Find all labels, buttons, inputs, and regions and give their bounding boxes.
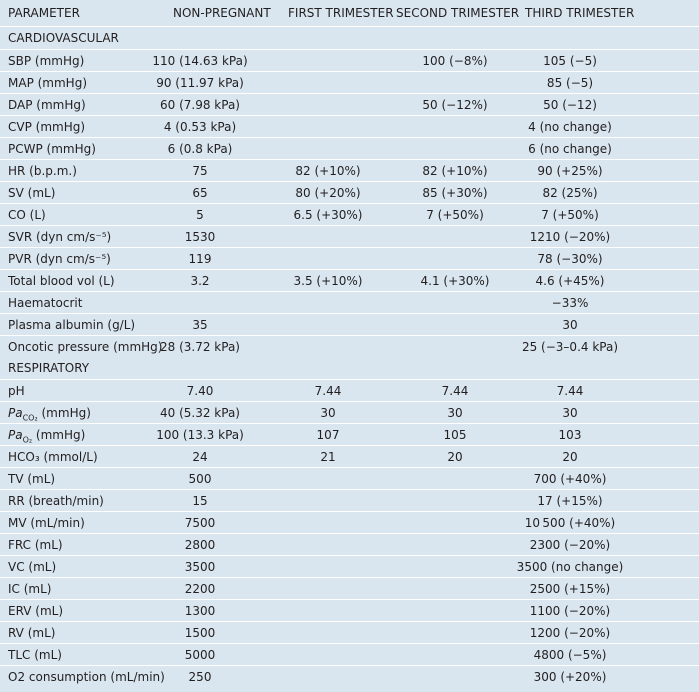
cell-np: 35	[192, 318, 208, 332]
cell-t3: 300 (+20%)	[533, 670, 607, 684]
cell-t3: 2300 (−20%)	[529, 538, 611, 552]
cell-t3: 7.44	[556, 384, 584, 398]
cell-t3: 25 (−3–0.4 kPa)	[521, 340, 619, 354]
row-parameter	[8, 424, 85, 446]
cell-t1: 82 (+10%)	[295, 164, 361, 178]
cell-t2: 105	[443, 428, 467, 442]
row-parameter: SBP (mmHg)	[8, 54, 85, 68]
cell-t3: 50 (−12)	[543, 98, 597, 112]
section-cardiovascular	[0, 27, 699, 49]
row-parameter: Total blood vol (L)	[8, 274, 115, 288]
row-parameter: pH	[8, 384, 25, 398]
row-parameter: MAP (mmHg)	[8, 76, 87, 90]
param-main: Pa	[8, 428, 23, 442]
cell-t3: 1200 (−20%)	[529, 626, 611, 640]
cell-t2: 7.44	[441, 384, 469, 398]
cell-t1: 3.5 (+10%)	[293, 274, 363, 288]
header-first-trimester: FIRST TRIMESTER	[288, 6, 394, 20]
row-parameter	[8, 402, 91, 424]
cell-np: 4 (0.53 kPa)	[163, 120, 237, 134]
table-row	[0, 159, 699, 181]
cell-t3: 85 (−5)	[546, 76, 594, 90]
cell-np: 2200	[184, 582, 216, 596]
cell-t2: 30	[447, 406, 463, 420]
row-parameter: HCO₃ (mmol/L)	[8, 450, 98, 464]
row-parameter: DAP (mmHg)	[8, 98, 86, 112]
cell-t1: 107	[316, 428, 340, 442]
cell-t3: 1210 (−20%)	[529, 230, 611, 244]
row-parameter: FRC (mL)	[8, 538, 63, 552]
cell-t3: 17 (+15%)	[537, 494, 603, 508]
cell-t2: 7 (+50%)	[426, 208, 484, 222]
row-parameter: RR (breath/min)	[8, 494, 104, 508]
cell-np: 5	[196, 208, 204, 222]
cell-t3: 2500 (+15%)	[529, 582, 611, 596]
cell-np: 60 (7.98 kPa)	[160, 98, 240, 112]
row-parameter: VC (mL)	[8, 560, 57, 574]
table-row	[0, 291, 699, 313]
cell-np: 65	[192, 186, 208, 200]
table-row	[0, 49, 699, 71]
row-parameter: TV (mL)	[8, 472, 56, 486]
row-parameter: Oncotic pressure (mmHg)	[8, 340, 163, 354]
cell-np: 5000	[184, 648, 216, 662]
header-third-trimester: THIRD TRIMESTER	[525, 6, 635, 20]
cell-np: 90 (11.97 kPa)	[156, 76, 244, 90]
param-unit: (mmHg)	[37, 406, 91, 420]
cell-t3: 82 (25%)	[542, 186, 598, 200]
row-parameter: IC (mL)	[8, 582, 52, 596]
cell-t2: 4.1 (+30%)	[420, 274, 490, 288]
cell-np: 7500	[184, 516, 216, 530]
cell-t3: 7 (+50%)	[541, 208, 599, 222]
table-header-row	[0, 0, 699, 27]
cell-t2: 100 (−8%)	[422, 54, 488, 68]
table-row	[0, 643, 699, 665]
cell-t3: 20	[562, 450, 578, 464]
cell-t2: 85 (+30%)	[422, 186, 488, 200]
cell-np: 2800	[184, 538, 216, 552]
table-row	[0, 621, 699, 643]
header-non-pregnant: NON-PREGNANT	[173, 6, 271, 20]
row-parameter: RV (mL)	[8, 626, 56, 640]
cell-np: 3.2	[190, 274, 210, 288]
param-subscript: CO₂	[22, 413, 38, 423]
cell-np: 7.40	[186, 384, 214, 398]
row-parameter: MV (mL/min)	[8, 516, 85, 530]
table-row	[0, 401, 699, 423]
row-parameter: CVP (mmHg)	[8, 120, 86, 134]
table-row	[0, 511, 699, 533]
cell-np: 1500	[184, 626, 216, 640]
cell-t1: 6.5 (+30%)	[293, 208, 363, 222]
table-row	[0, 533, 699, 555]
cell-t3: 4800 (−5%)	[533, 648, 607, 662]
row-parameter: PCWP (mmHg)	[8, 142, 96, 156]
table-row	[0, 225, 699, 247]
cell-t3: 700 (+40%)	[533, 472, 607, 486]
table-row	[0, 115, 699, 137]
cell-t1: 30	[320, 406, 336, 420]
cell-np: 28 (3.72 kPa)	[160, 340, 240, 354]
cell-t3: 3500 (no change)	[516, 560, 624, 574]
table-row	[0, 181, 699, 203]
cell-t3: 103	[558, 428, 582, 442]
cell-np: 75	[192, 164, 208, 178]
row-parameter: O2 consumption (mL/min)	[8, 670, 165, 684]
table-row	[0, 269, 699, 291]
cell-np: 24	[192, 450, 208, 464]
cell-t3: 6 (no change)	[528, 142, 612, 156]
table-row	[0, 599, 699, 621]
cell-t1: 21	[320, 450, 336, 464]
cell-t3: 30	[562, 318, 578, 332]
row-parameter: PVR (dyn cm/s⁻⁵)	[8, 252, 111, 266]
cell-t3: 10 500 (+40%)	[524, 516, 616, 530]
cell-t1: 80 (+20%)	[295, 186, 361, 200]
row-parameter: SV (mL)	[8, 186, 56, 200]
row-parameter: ERV (mL)	[8, 604, 64, 618]
cell-t3: 4 (no change)	[528, 120, 612, 134]
table-row	[0, 665, 699, 687]
cell-t2: 20	[447, 450, 463, 464]
row-parameter: Haematocrit	[8, 296, 83, 310]
table-row	[0, 203, 699, 225]
cell-t2: 82 (+10%)	[422, 164, 488, 178]
cell-t3: 4.6 (+45%)	[535, 274, 605, 288]
cell-np: 6 (0.8 kPa)	[167, 142, 233, 156]
cell-t3: −33%	[551, 296, 589, 310]
table-row	[0, 93, 699, 115]
cell-np: 119	[188, 252, 212, 266]
param-main: Pa	[8, 406, 23, 420]
row-parameter: HR (b.p.m.)	[8, 164, 77, 178]
cell-np: 40 (5.32 kPa)	[160, 406, 240, 420]
table-row	[0, 247, 699, 269]
cell-np: 110 (14.63 kPa)	[152, 54, 248, 68]
cell-np: 250	[188, 670, 212, 684]
table-row	[0, 379, 699, 401]
row-parameter: SVR (dyn cm/s⁻⁵)	[8, 230, 112, 244]
cell-np: 1300	[184, 604, 216, 618]
cell-np: 15	[192, 494, 208, 508]
param-unit: (mmHg)	[32, 428, 86, 442]
table-row	[0, 555, 699, 577]
table-row	[0, 313, 699, 335]
cell-np: 100 (13.3 kPa)	[156, 428, 244, 442]
table-row	[0, 423, 699, 445]
table-row	[0, 445, 699, 467]
cell-t3: 30	[562, 406, 578, 420]
cell-t2: 50 (−12%)	[422, 98, 488, 112]
cell-np: 1530	[184, 230, 216, 244]
table-row	[0, 489, 699, 511]
section-label: RESPIRATORY	[8, 361, 90, 375]
row-parameter: TLC (mL)	[8, 648, 62, 662]
cell-np: 3500	[184, 560, 216, 574]
table-row	[0, 137, 699, 159]
cell-t3: 78 (−30%)	[537, 252, 603, 266]
param-subscript: O₂	[22, 435, 33, 445]
cell-np: 500	[188, 472, 212, 486]
cell-t3: 90 (+25%)	[537, 164, 603, 178]
cell-t3: 1100 (−20%)	[529, 604, 611, 618]
table-row	[0, 577, 699, 599]
header-second-trimester: SECOND TRIMESTER	[396, 6, 520, 20]
cell-t1: 7.44	[314, 384, 342, 398]
section-label: CARDIOVASCULAR	[8, 31, 119, 45]
section-respiratory	[0, 357, 699, 379]
table-row	[0, 335, 699, 357]
cell-t3: 105 (−5)	[543, 54, 597, 68]
table-row	[0, 71, 699, 93]
header-parameter: PARAMETER	[8, 6, 80, 20]
row-parameter: CO (L)	[8, 208, 46, 222]
table-row	[0, 467, 699, 489]
row-parameter: Plasma albumin (g/L)	[8, 318, 136, 332]
